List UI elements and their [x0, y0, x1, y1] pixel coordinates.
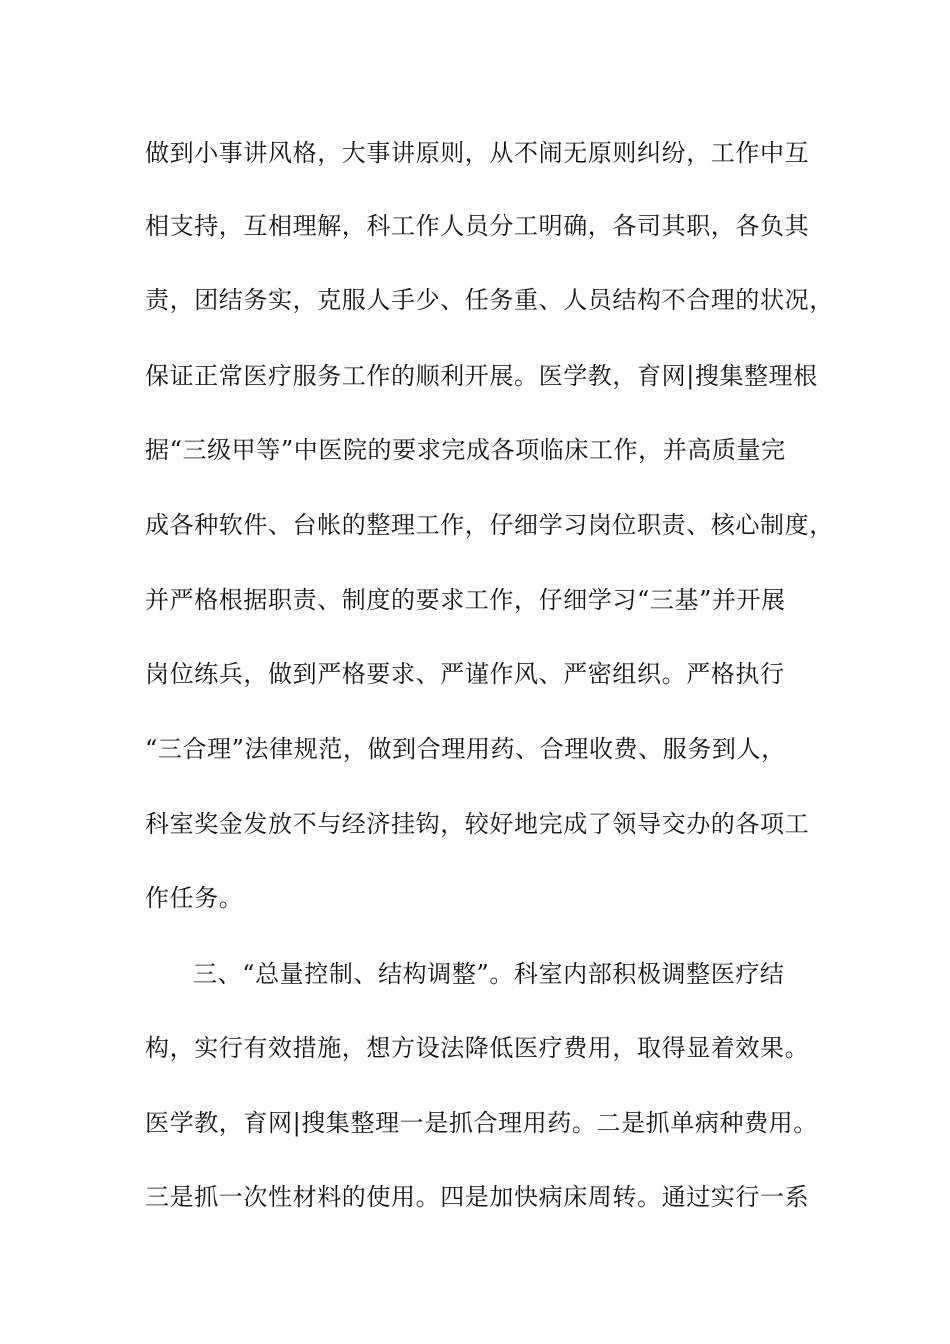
text-line: 构，实行有效措施，想方设法降低医疗费用，取得显着效果。: [145, 1034, 810, 1062]
text-line: 三是抓一次性材料的使用。四是加快病床周转。通过实行一系: [145, 1183, 810, 1211]
paragraph-start-line: 三、“总量控制、结构调整”。科室内部积极调整医疗结: [193, 960, 785, 988]
text-line: 并严格根据职责、制度的要求工作，仔细学习“三基”并开展: [145, 586, 786, 614]
text-line: 责，团结务实，克服人手少、任务重、人员结构不合理的状况，: [145, 286, 834, 314]
text-line: 据“三级甲等”中医院的要求完成各项临床工作，并高质量完: [145, 436, 786, 464]
text-line: 保证正常医疗服务工作的顺利开展。医学教，育网|搜集整理根: [145, 362, 818, 390]
text-line: 作任务。: [145, 884, 244, 912]
text-line: 岗位练兵，做到严格要求、严谨作风、严密组织。严格执行: [145, 660, 785, 688]
text-line: 相支持，互相理解，科工作人员分工明确，各司其职，各负其: [145, 212, 810, 240]
text-line: 医学教，育网|搜集整理一是抓合理用药。二是抓单病种费用。: [145, 1109, 818, 1137]
text-line: 科室奖金发放不与经济挂钩，较好地完成了领导交办的各项工: [145, 810, 810, 838]
text-line: “三合理”法律规范，做到合理用药、合理收费、服务到人，: [145, 735, 786, 763]
text-line: 做到小事讲风格，大事讲原则，从不闹无原则纠纷，工作中互: [145, 139, 810, 167]
text-line: 成各种软件、台帐的整理工作，仔细学习岗位职责、核心制度，: [145, 511, 834, 539]
